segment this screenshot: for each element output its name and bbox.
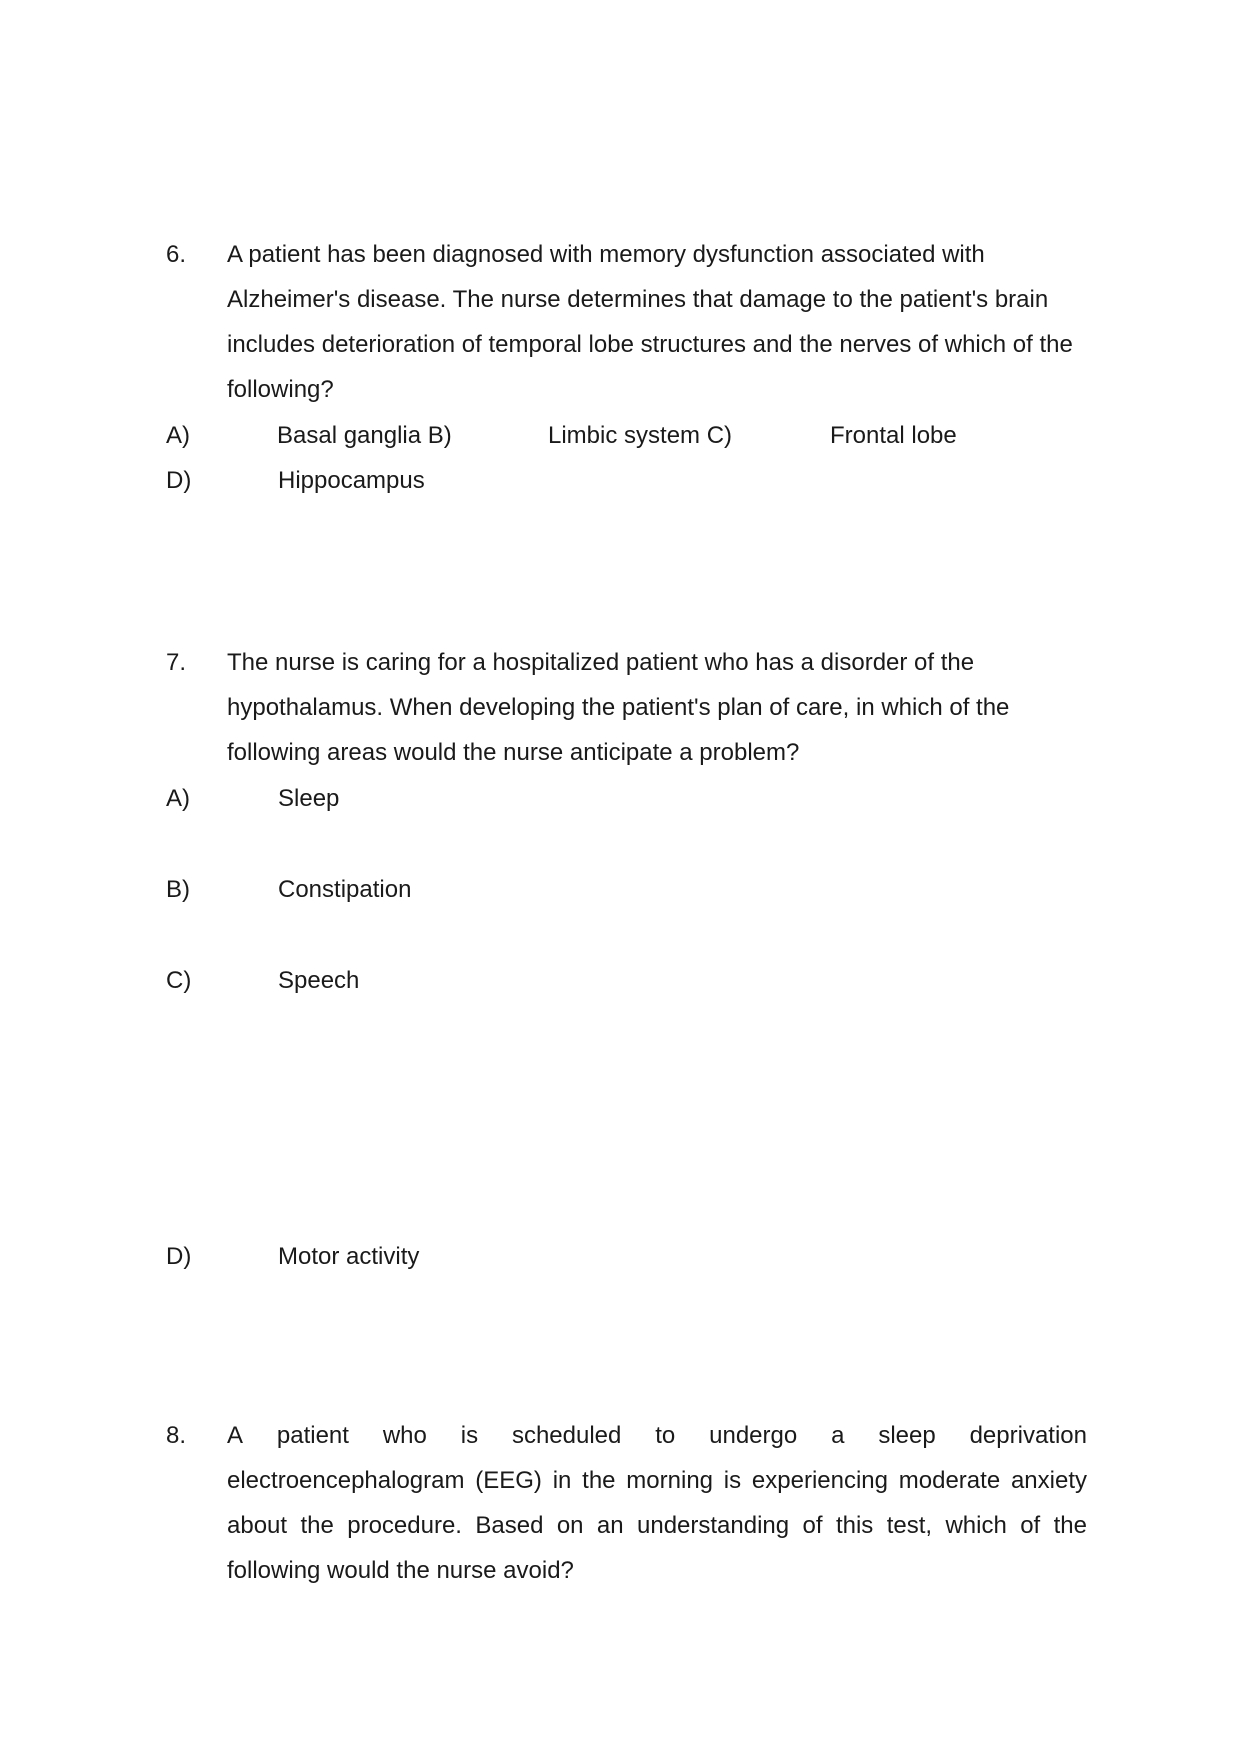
word: who [382,1422,427,1449]
question-number: 6. [166,241,187,268]
option-text: Hippocampus [278,467,425,494]
option-text: Limbic system C) [548,422,733,449]
option-letter: D) [166,467,192,494]
word: patient [276,1422,349,1449]
option-letter: C) [166,967,192,994]
option-text: Motor activity [278,1243,420,1270]
option-text: Constipation [278,876,412,903]
word: undergo [709,1422,798,1449]
word: A [227,1422,244,1449]
question-number: 8. [166,1422,187,1449]
option-letter: A) [166,422,190,449]
option-letter: A) [166,785,190,812]
word: to [655,1422,676,1449]
option-text: Basal ganglia B) [277,422,452,449]
question-text: A patient has been diagnosed with memory dysfunction associated with Alzheimer's disease. The nurse determines that damage to the patient's brain includes deterioration of temporal lobe structures and the nerves of which of the following? [227,241,1073,403]
word: sleep [878,1422,936,1449]
question-text [227,1413,1087,1593]
option-letter: B) [166,876,190,903]
word: is [460,1422,479,1449]
word: scheduled [511,1422,622,1449]
option-text: Speech [278,967,360,994]
option-text: Sleep [278,785,340,812]
word: a [831,1422,845,1449]
question-first-line [227,1413,1087,1458]
option-text: Frontal lobe [830,422,957,449]
word: deprivation [969,1422,1087,1449]
option-letter: D) [166,1243,192,1270]
question-text: The nurse is caring for a hospitalized patient who has a disorder of the hypothalamus. When developing the patient's plan of care, in which of the following areas would the nurse anticipate a problem? [227,649,1010,766]
question-rest-text: electroencephalogram (EEG) in the morning is experiencing moderate anxiety about the procedure. Based on an understanding of this test, which of the following would the nurse avoid? [227,1467,1087,1584]
question-number: 7. [166,649,187,676]
